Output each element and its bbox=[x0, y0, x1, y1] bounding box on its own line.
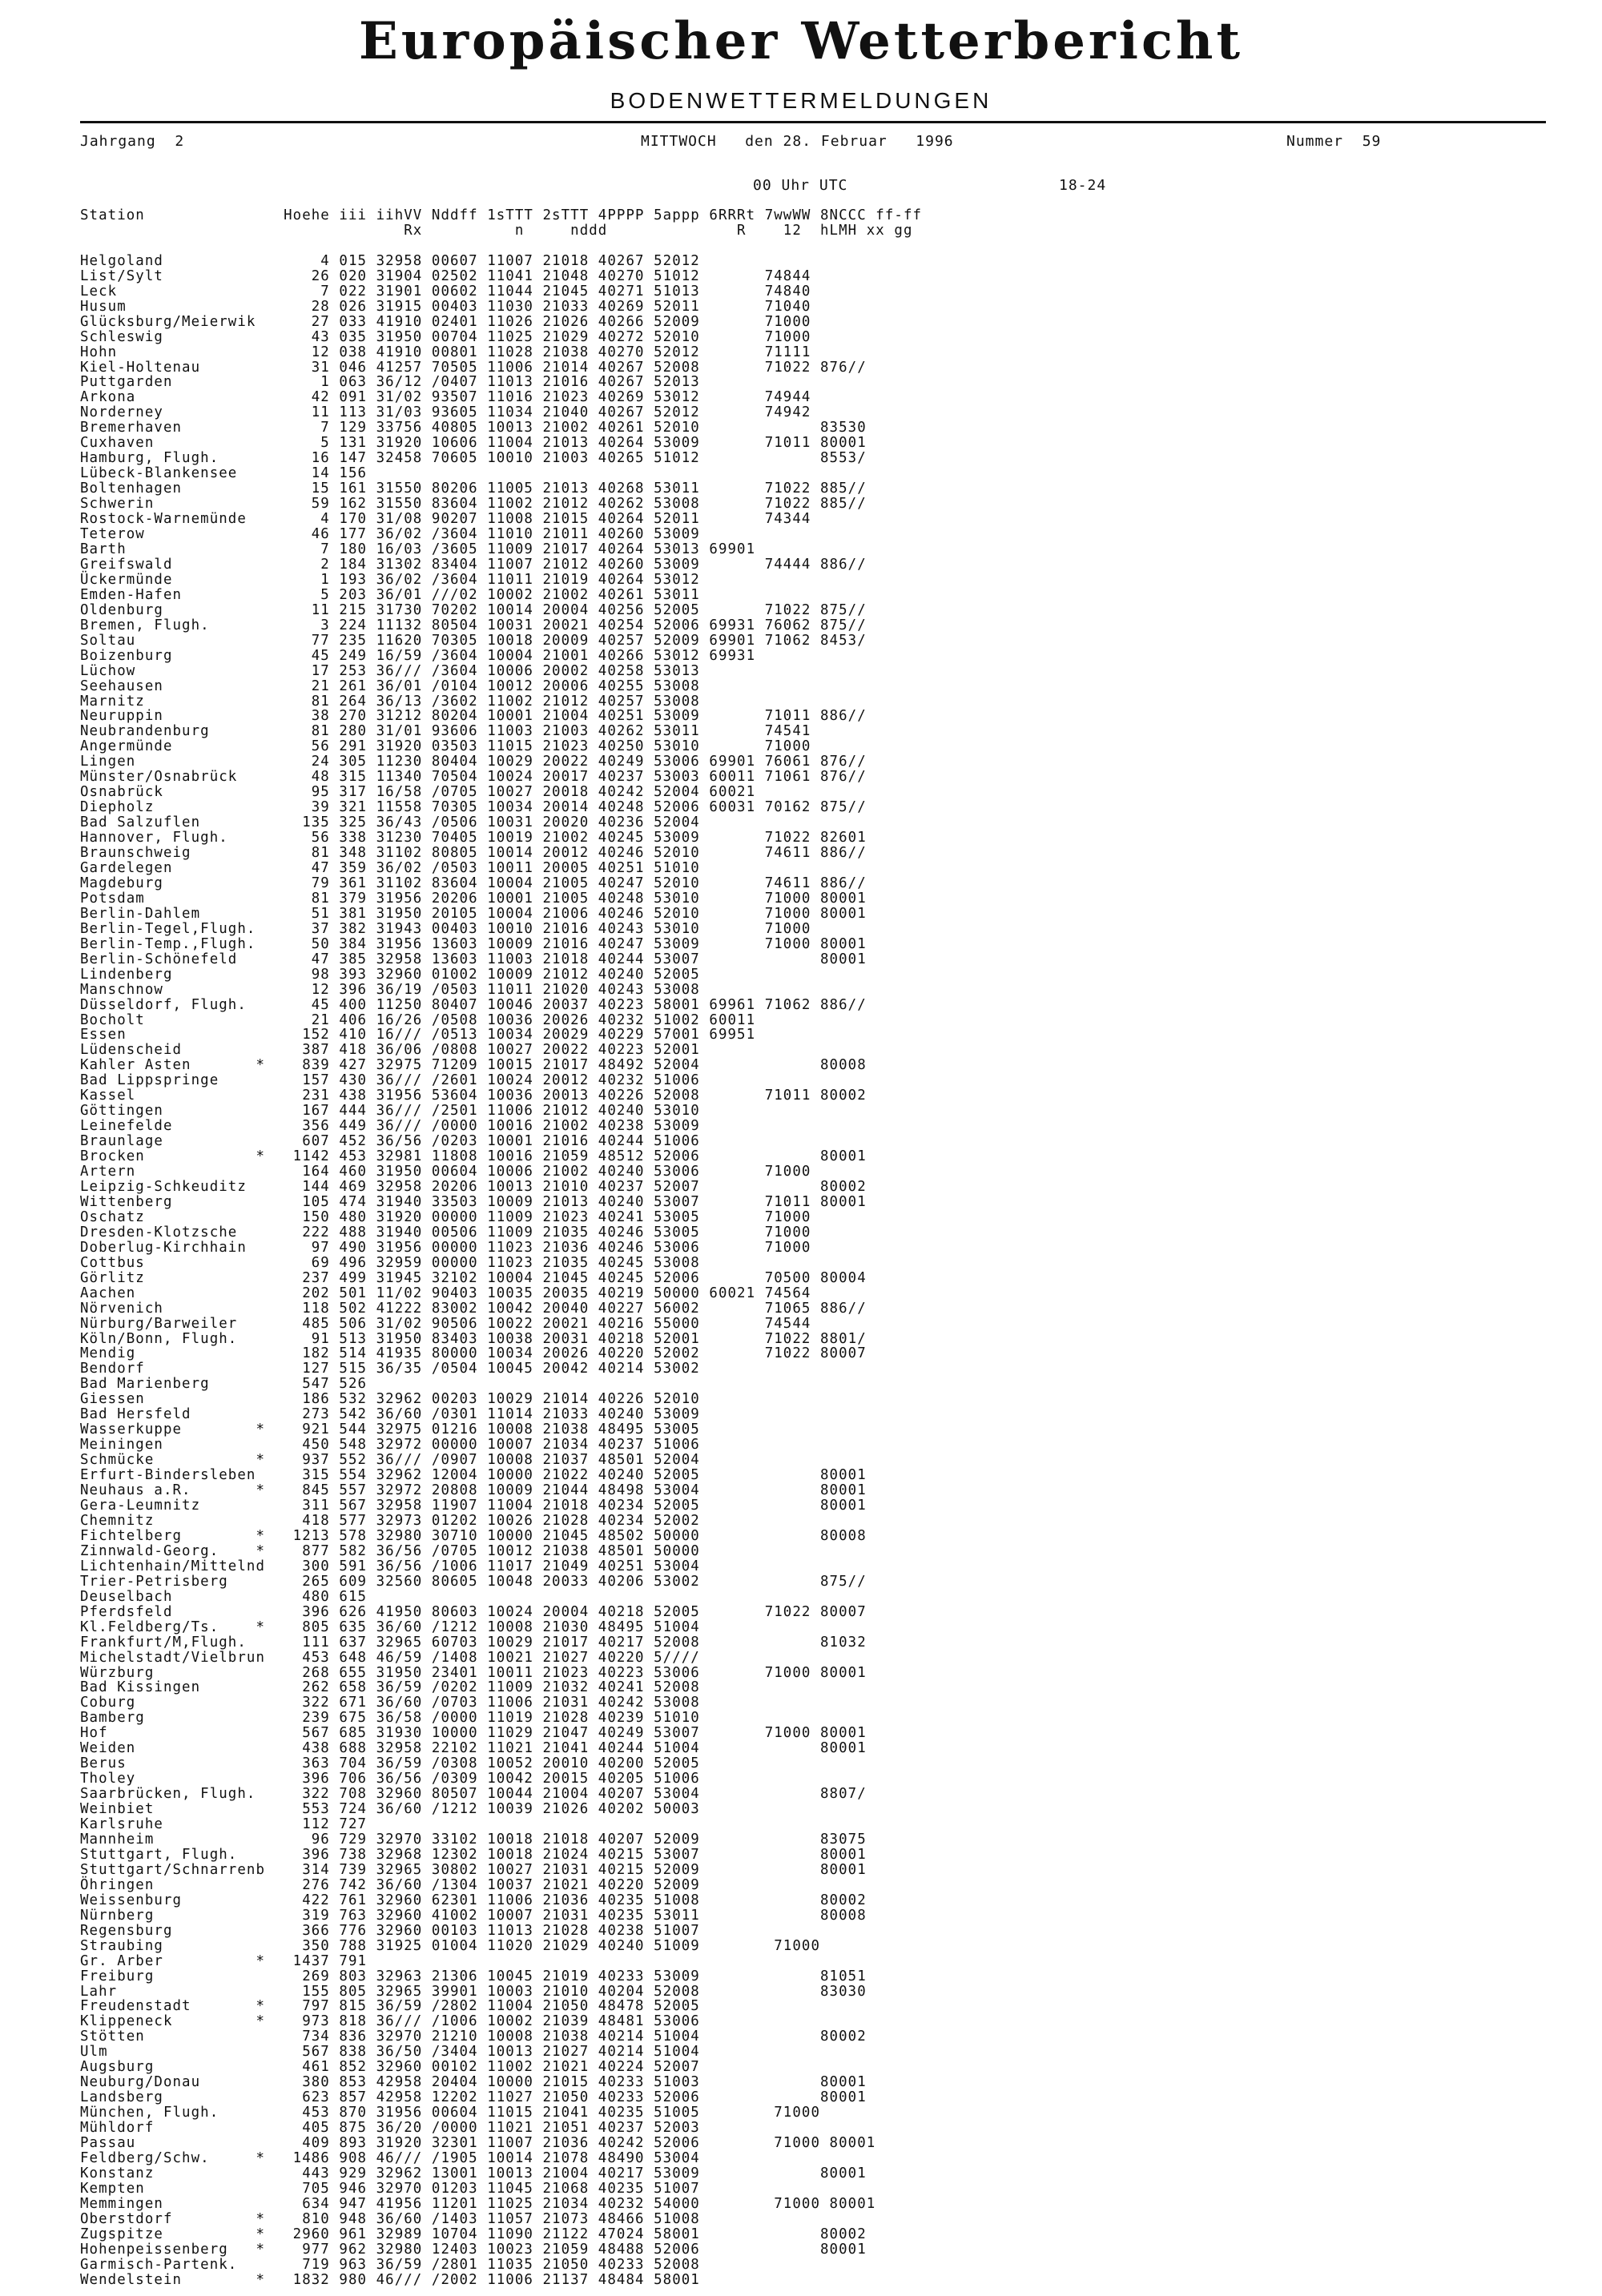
table-row: Leinefelde 356 449 36/// /0000 10016 21002 40238 53009 bbox=[80, 1118, 700, 1135]
table-row: Greifswald 2 184 31302 83404 11007 21012 40260 53009 74444 886// bbox=[80, 556, 867, 573]
table-row: Zinnwald-Georg. * 877 582 36/56 /0705 10012 21038 48501 50000 bbox=[80, 1542, 700, 1559]
table-row: Regensburg 366 776 32960 00103 11013 21028 40238 51007 bbox=[80, 1922, 700, 1939]
table-row: Schmücke * 937 552 36/// /0907 10008 21037 48501 52004 bbox=[80, 1452, 700, 1469]
table-row: Hof 567 685 31930 10000 11029 21047 40249 53007 71000 80001 bbox=[80, 1725, 867, 1742]
table-row: Schleswig 43 035 31950 00704 11025 21029 40272 52010 71000 bbox=[80, 328, 811, 345]
table-row: Fichtelberg * 1213 578 32980 30710 10000 21045 48502 50000 80008 bbox=[80, 1527, 867, 1544]
table-row: Memmingen 634 947 41956 11201 11025 21034 40232 54000 71000 80001 bbox=[80, 2195, 876, 2212]
table-row: Lichtenhain/Mittelnd 300 591 36/56 /1006 11017 21049 40251 53004 bbox=[80, 1558, 700, 1574]
table-row: Angermünde 56 291 31920 03503 11015 21023 40250 53010 71000 bbox=[80, 738, 811, 755]
table-row: Göttingen 167 444 36/// /2501 11006 21012 40240 53010 bbox=[80, 1103, 700, 1120]
table-row: Oldenburg 11 215 31730 70202 10014 20004 40256 52005 71022 875// bbox=[80, 601, 867, 618]
table-row: Braunlage 607 452 36/56 /0203 10001 21016 40244 51006 bbox=[80, 1133, 700, 1150]
table-row: Deuselbach 480 615 bbox=[80, 1588, 368, 1605]
table-row: Berus 363 704 36/59 /0308 10052 20010 40200 52005 bbox=[80, 1755, 700, 1772]
table-row: Straubing 350 788 31925 01004 11020 21029 40240 51009 71000 bbox=[80, 1937, 821, 1954]
table-row: Saarbrücken, Flugh. 322 708 32960 80507 10044 21004 40207 53004 8807/ bbox=[80, 1786, 867, 1803]
table-row: Ulm 567 838 36/50 /3404 10013 21027 40214 51004 bbox=[80, 2044, 700, 2061]
table-row: Zugspitze * 2960 961 32989 10704 11090 21122 47024 58001 80002 bbox=[80, 2226, 867, 2242]
table-row: Karlsruhe 112 727 bbox=[80, 1816, 368, 1833]
table-row: Wasserkuppe * 921 544 32975 01216 10008 21038 48495 53005 bbox=[80, 1421, 700, 1438]
table-row: Stötten 734 836 32970 21210 10008 21038 40214 51004 80002 bbox=[80, 2029, 867, 2045]
table-row: Bad Kissingen 262 658 36/59 /0202 11009 21032 40241 52008 bbox=[80, 1679, 700, 1696]
table-row: Tholey 396 706 36/56 /0309 10042 20015 40205 51006 bbox=[80, 1771, 700, 1787]
table-row: Mühldorf 405 875 36/20 /0000 11021 21051 40237 52003 bbox=[80, 2120, 700, 2137]
table-row: Würzburg 268 655 31950 23401 10011 21023 40223 53006 71000 80001 bbox=[80, 1664, 867, 1681]
table-row: Wittenberg 105 474 31940 33503 10009 21013 40240 53007 71011 80001 bbox=[80, 1193, 867, 1210]
table-row: Bad Lippspringe 157 430 36/// /2601 10024 20012 40232 51006 bbox=[80, 1072, 700, 1089]
table-row: Osnabrück 95 317 16/58 /0705 10027 20018 40242 52004 60021 bbox=[80, 784, 756, 801]
table-row: Soltau 77 235 11620 70305 10018 20009 40257 52009 69901 71062 8453/ bbox=[80, 632, 867, 649]
table-row: Bocholt 21 406 16/26 /0508 10036 20026 40232 51002 60011 bbox=[80, 1011, 756, 1028]
table-row: Manschnow 12 396 36/19 /0503 11011 21020 40243 53008 bbox=[80, 981, 700, 998]
table-row: Lingen 24 305 11230 80404 10029 20022 40249 53006 69901 76061 876// bbox=[80, 754, 867, 770]
table-row: Bad Marienberg 547 526 bbox=[80, 1376, 368, 1393]
table-row: Stuttgart/Schnarrenb 314 739 32965 30802 10027 21031 40215 52009 80001 bbox=[80, 1861, 867, 1878]
table-row: Hamburg, Flugh. 16 147 32458 70605 10010 21003 40265 51012 8553/ bbox=[80, 450, 867, 467]
table-row: Dresden-Klotzsche 222 488 31940 00506 11009 21035 40246 53005 71000 bbox=[80, 1224, 811, 1240]
table-row: Bamberg 239 675 36/58 /0000 11019 21028 40239 51010 bbox=[80, 1710, 700, 1727]
table-row: Teterow 46 177 36/02 /3604 11010 21011 40260 53009 bbox=[80, 526, 700, 543]
table-row: Leipzig-Schkeuditz 144 469 32958 20206 10013 21010 40237 52007 80002 bbox=[80, 1179, 867, 1195]
issue-date: MITTWOCH den 28. Februar 1996 bbox=[641, 133, 954, 150]
table-row: Mannheim 96 729 32970 33102 10018 21018 40207 52009 83075 bbox=[80, 1831, 867, 1848]
table-row: Öhringen 276 742 36/60 /1304 10037 21021 40220 52009 bbox=[80, 1876, 700, 1893]
table-row: Leck 7 022 31901 00602 11044 21045 40271 51013 74840 bbox=[80, 283, 811, 300]
table-row: Augsburg 461 852 32960 00102 11002 21021 40224 52007 bbox=[80, 2059, 700, 2076]
table-row: Lüchow 17 253 36/// /3604 10006 20002 40258 53013 bbox=[80, 662, 700, 679]
table-row: Doberlug-Kirchhain 97 490 31956 00000 11023 21036 40246 53006 71000 bbox=[80, 1239, 811, 1256]
table-row: Aachen 202 501 11/02 90403 10035 20035 40219 50000 60021 74564 bbox=[80, 1285, 811, 1301]
table-row: Freudenstadt * 797 815 36/59 /2802 11004 21050 48478 52005 bbox=[80, 1998, 700, 2015]
table-row: Barth 7 180 16/03 /3605 11009 21017 40264 53013 69901 bbox=[80, 541, 756, 557]
issue-number: Nummer 59 bbox=[1286, 133, 1382, 150]
station-rows bbox=[80, 254, 922, 2288]
table-spacer bbox=[80, 239, 922, 254]
table-row: Michelstadt/Vielbrun 453 648 46/59 /1408 10021 21027 40220 5//// bbox=[80, 1649, 700, 1666]
table-row: Lüdenscheid 387 418 36/06 /0808 10027 20022 40223 52001 bbox=[80, 1042, 700, 1059]
table-row: Hohn 12 038 41910 00801 11028 21038 40270 52012 71111 bbox=[80, 344, 811, 360]
table-row: Wendelstein * 1832 980 46/// /2002 11006 21137 48484 58001 bbox=[80, 2271, 700, 2288]
table-row: Neuburg/Donau 380 853 42958 20404 10000 21015 40233 51003 80001 bbox=[80, 2074, 867, 2091]
table-row: Kiel-Holtenau 31 046 41257 70505 11006 21014 40267 52008 71022 876// bbox=[80, 359, 867, 376]
table-row: Berlin-Tegel,Flugh. 37 382 31943 00403 10010 21016 40243 53010 71000 bbox=[80, 920, 811, 937]
table-row: Chemnitz 418 577 32973 01202 10026 21028 40234 52002 bbox=[80, 1512, 700, 1529]
table-row: Kempten 705 946 32970 01203 11045 21068 40235 51007 bbox=[80, 2180, 700, 2197]
table-row: Bremen, Flugh. 3 224 11132 80504 10031 20021 40254 52006 69931 76062 875// bbox=[80, 617, 867, 633]
table-row: Arkona 42 091 31/02 93507 11016 21023 40269 53012 74944 bbox=[80, 389, 811, 406]
column-header-line-2: Rx n nddd R 12 hLMH xx gg bbox=[80, 222, 913, 239]
table-row: Cuxhaven 5 131 31920 10606 11004 21013 40264 53009 71011 80001 bbox=[80, 435, 867, 452]
table-row: Meiningen 450 548 32972 00000 10007 21034 40237 51006 bbox=[80, 1437, 700, 1454]
table-row: Hannover, Flugh. 56 338 31230 70405 10019 21002 40245 53009 71022 82601 bbox=[80, 830, 867, 846]
table-row: Braunschweig 81 348 31102 80805 10014 20012 40246 52010 74611 886// bbox=[80, 845, 867, 862]
table-row: Pferdsfeld 396 626 41950 80603 10024 20004 40218 52005 71022 80007 bbox=[80, 1603, 867, 1620]
table-row: Mendig 182 514 41935 80000 10034 20026 40220 52002 71022 80007 bbox=[80, 1345, 867, 1362]
table-row: Trier-Petrisberg 265 609 32560 80605 10048 20033 40206 53002 875// bbox=[80, 1573, 867, 1590]
column-header-line-1: Station Hoehe iii iihVV Nddff 1sTTT 2sTTT 4PPPP 5appp 6RRRt 7wwWW 8NCCC ff-ff bbox=[80, 207, 923, 223]
table-row: Nürburg/Barweiler 485 506 31/02 90506 10022 20021 40216 55000 74544 bbox=[80, 1315, 811, 1332]
table-row: Boizenburg 45 249 16/59 /3604 10004 21001 40266 53012 69931 bbox=[80, 647, 756, 664]
table-row: Potsdam 81 379 31956 20206 10001 21005 40248 53010 71000 80001 bbox=[80, 890, 867, 907]
table-row: Passau 409 893 31920 32301 11007 21036 40242 52006 71000 80001 bbox=[80, 2135, 876, 2152]
table-row: Nörvenich 118 502 41222 83002 10042 20040 40227 56002 71065 886// bbox=[80, 1300, 867, 1317]
table-row: Kassel 231 438 31956 53604 10036 20013 40226 52008 71011 80002 bbox=[80, 1088, 867, 1104]
table-row: München, Flugh. 453 870 31956 00604 11015 21041 40235 51005 71000 bbox=[80, 2105, 821, 2121]
table-row: Garmisch-Partenk. 719 963 36/59 /2801 11035 21050 40233 52008 bbox=[80, 2256, 700, 2273]
table-row: Magdeburg 79 361 31102 83604 10004 21005 40247 52010 74611 886// bbox=[80, 875, 867, 891]
table-row: Neubrandenburg 81 280 31/01 93606 11003 21003 40262 53011 74541 bbox=[80, 723, 811, 740]
table-row: Hohenpeissenberg * 977 962 32980 12403 10023 21059 48488 52006 80001 bbox=[80, 2241, 867, 2258]
table-row: Gera-Leumnitz 311 567 32958 11907 11004 21018 40234 52005 80001 bbox=[80, 1498, 867, 1514]
table-row: Weinbiet 553 724 36/60 /1212 10039 21026 40202 50003 bbox=[80, 1801, 700, 1818]
table-row: Emden-Hafen 5 203 36/01 ///02 10002 21002 40261 53011 bbox=[80, 586, 700, 603]
observation-time: 00 Uhr UTC bbox=[753, 177, 848, 194]
table-row: Bad Salzuflen 135 325 36/43 /0506 10031 20020 40236 52004 bbox=[80, 814, 700, 831]
table-row: Kahler Asten * 839 427 32975 71209 10015 21017 48492 52004 80008 bbox=[80, 1057, 867, 1074]
table-row: Glücksburg/Meierwik 27 033 41910 02401 11026 21026 40266 52009 71000 bbox=[80, 313, 811, 330]
table-row: Seehausen 21 261 36/01 /0104 10012 20006 40255 53008 bbox=[80, 678, 700, 694]
table-row: Lindenberg 98 393 32960 01002 10009 21012 40240 52005 bbox=[80, 966, 700, 983]
table-row: Gr. Arber * 1437 791 bbox=[80, 1952, 368, 1969]
table-row: Kl.Feldberg/Ts. * 805 635 36/60 /1212 10008 21030 48495 51004 bbox=[80, 1618, 700, 1635]
table-row: Görlitz 237 499 31945 32102 10004 21045 40245 52006 70500 80004 bbox=[80, 1269, 867, 1286]
table-row: Rostock-Warnemünde 4 170 31/08 90207 11008 21015 40264 52011 74344 bbox=[80, 511, 811, 528]
table-row: Norderney 11 113 31/03 93605 11034 21040 40267 52012 74942 bbox=[80, 404, 811, 421]
table-row: Artern 164 460 31950 00604 10006 21002 40240 53006 71000 bbox=[80, 1164, 811, 1180]
table-row: Berlin-Dahlem 51 381 31950 20105 10004 21006 40246 52010 71000 80001 bbox=[80, 905, 867, 922]
weather-period: 18-24 bbox=[1059, 177, 1107, 194]
table-row: Marnitz 81 264 36/13 /3602 11002 21012 40257 53008 bbox=[80, 693, 700, 710]
document-subtitle: BODENWETTERMELDUNGEN bbox=[610, 88, 992, 113]
observation-table bbox=[80, 208, 922, 2288]
table-row: Landsberg 623 857 42958 12202 11027 21050 40233 52006 80001 bbox=[80, 2089, 867, 2106]
table-row: Bad Hersfeld 273 542 36/60 /0301 11014 21033 40240 53009 bbox=[80, 1406, 700, 1423]
table-row: Berlin-Schönefeld 47 385 32958 13603 11003 21018 40244 53007 80001 bbox=[80, 951, 867, 967]
table-row: Ückermünde 1 193 36/02 /3604 11011 21019 40264 53012 bbox=[80, 571, 700, 588]
table-row: Berlin-Temp.,Flugh. 50 384 31956 13603 10009 21016 40247 53009 71000 80001 bbox=[80, 935, 867, 952]
table-row: Oschatz 150 480 31920 00000 11009 21023 40241 53005 71000 bbox=[80, 1208, 811, 1225]
table-row: Konstanz 443 929 32962 13001 10013 21004 40217 53009 80001 bbox=[80, 2165, 867, 2181]
table-row: Brocken * 1142 453 32981 11808 10016 21059 48512 52006 80001 bbox=[80, 1148, 867, 1165]
header-rule bbox=[80, 121, 1546, 123]
table-row: Nürnberg 319 763 32960 41002 10007 21031 40235 53011 80008 bbox=[80, 1907, 867, 1924]
table-row: Feldberg/Schw. * 1486 908 46/// /1905 10014 21078 48490 53004 bbox=[80, 2150, 700, 2166]
table-row: Freiburg 269 803 32963 21306 10045 21019 40233 53009 81051 bbox=[80, 1968, 867, 1984]
table-row: Schwerin 59 162 31550 83604 11002 21012 40262 53008 71022 885// bbox=[80, 496, 867, 513]
table-row: Weissenburg 422 761 32960 62301 11006 21036 40235 51008 80002 bbox=[80, 1892, 867, 1908]
table-row: Essen 152 410 16/// /0513 10034 20029 40229 57001 69951 bbox=[80, 1027, 756, 1043]
table-row: Klippeneck * 973 818 36/// /1006 10002 21039 48481 53006 bbox=[80, 2013, 700, 2030]
table-row: Gardelegen 47 359 36/02 /0503 10011 20005 40251 51010 bbox=[80, 859, 700, 876]
table-row: Oberstdorf * 810 948 36/60 /1403 11057 21073 48466 51008 bbox=[80, 2210, 700, 2227]
table-row: Neuhaus a.R. * 845 557 32972 20808 10009 21044 48498 53004 80001 bbox=[80, 1482, 867, 1499]
table-row: Diepholz 39 321 11558 70305 10034 20014 40248 52006 60031 70162 875// bbox=[80, 799, 867, 816]
table-row: Weiden 438 688 32958 22102 11021 21041 40244 51004 80001 bbox=[80, 1740, 867, 1757]
table-row: Puttgarden 1 063 36/12 /0407 11013 21016 40267 52013 bbox=[80, 374, 700, 391]
table-row: List/Sylt 26 020 31904 02502 11041 21048 40270 51012 74844 bbox=[80, 267, 811, 284]
table-row: Cottbus 69 496 32959 00000 11023 21035 40245 53008 bbox=[80, 1254, 700, 1271]
table-row: Lübeck-Blankensee 14 156 bbox=[80, 465, 368, 482]
table-row: Coburg 322 671 36/60 /0703 11006 21031 40242 53008 bbox=[80, 1695, 700, 1711]
table-row: Bendorf 127 515 36/35 /0504 10045 20042 40214 53002 bbox=[80, 1361, 700, 1377]
table-row: Lahr 155 805 32965 39901 10003 21010 40204 52008 83030 bbox=[80, 1983, 867, 2000]
table-row: Erfurt-Bindersleben 315 554 32962 12004 10000 21022 40240 52005 80001 bbox=[80, 1467, 867, 1484]
table-row: Münster/Osnabrück 48 315 11340 70504 10024 20017 40237 53003 60011 71061 876// bbox=[80, 769, 867, 786]
table-row: Boltenhagen 15 161 31550 80206 11005 21013 40268 53011 71022 885// bbox=[80, 481, 867, 497]
document-title: Europäischer Wetterbericht bbox=[359, 11, 1243, 71]
table-row: Bremerhaven 7 129 33756 40805 10013 21002 40261 52010 83530 bbox=[80, 420, 867, 436]
table-row: Frankfurt/M,Flugh. 111 637 32965 60703 10029 21017 40217 52008 81032 bbox=[80, 1634, 867, 1651]
jahrgang-label: Jahrgang 2 bbox=[80, 133, 185, 150]
table-row: Köln/Bonn, Flugh. 91 513 31950 83403 10038 20031 40218 52001 71022 8801/ bbox=[80, 1330, 867, 1347]
table-row: Helgoland 4 015 32958 00607 11007 21018 40267 52012 bbox=[80, 252, 700, 269]
table-row: Husum 28 026 31915 00403 11030 21033 40269 52011 71040 bbox=[80, 298, 811, 315]
table-row: Neuruppin 38 270 31212 80204 10001 21004 40251 53009 71011 886// bbox=[80, 708, 867, 725]
table-row: Stuttgart, Flugh. 396 738 32968 12302 10018 21024 40215 53007 80001 bbox=[80, 1846, 867, 1863]
table-row: Giessen 186 532 32962 00203 10029 21014 40226 52010 bbox=[80, 1391, 700, 1408]
table-row: Düsseldorf, Flugh. 45 400 11250 80407 10046 20037 40223 58001 69961 71062 886// bbox=[80, 996, 867, 1013]
